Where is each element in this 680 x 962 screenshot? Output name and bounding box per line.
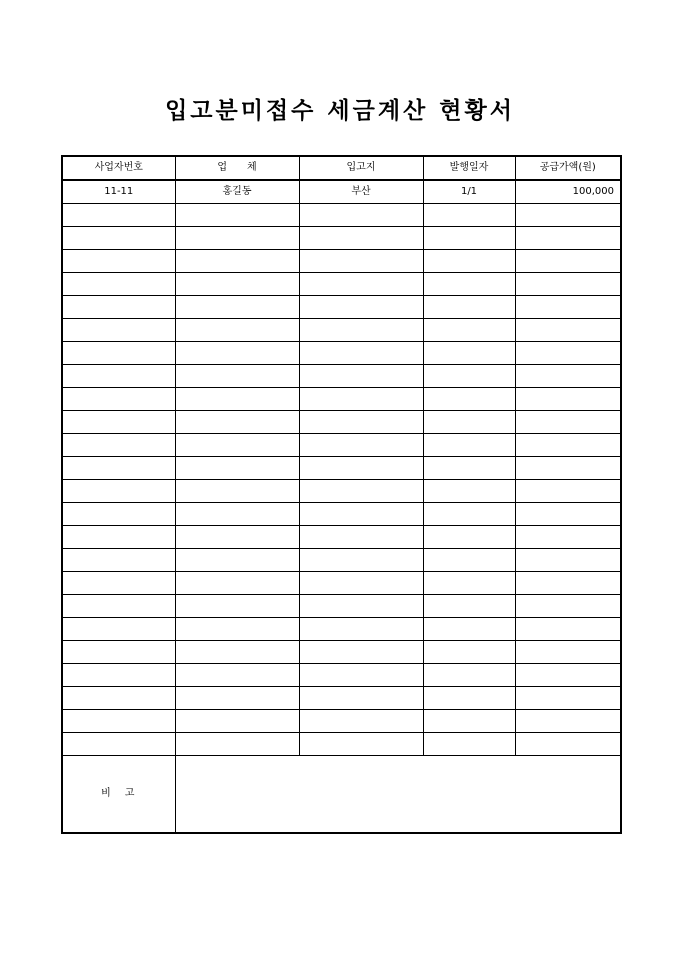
table-row bbox=[62, 710, 621, 733]
cell-delivery-site[interactable] bbox=[299, 549, 423, 572]
cell-business-number[interactable] bbox=[62, 526, 175, 549]
cell-delivery-site[interactable] bbox=[299, 618, 423, 641]
header-row bbox=[62, 156, 621, 180]
cell-supply-amount[interactable] bbox=[515, 296, 621, 319]
cell-issue-date[interactable] bbox=[423, 526, 515, 549]
cell-issue-date[interactable] bbox=[423, 273, 515, 296]
table-row bbox=[62, 250, 621, 273]
cell-delivery-site[interactable] bbox=[299, 296, 423, 319]
cell-issue-date[interactable] bbox=[423, 388, 515, 411]
cell-company[interactable] bbox=[175, 641, 299, 664]
cell-issue-date[interactable] bbox=[423, 457, 515, 480]
cell-business-number[interactable]: 11-11 bbox=[62, 180, 175, 204]
cell-company[interactable] bbox=[175, 687, 299, 710]
table-row bbox=[62, 411, 621, 434]
header-supply-amount: 공급가액(원) bbox=[515, 156, 621, 180]
cell-delivery-site[interactable] bbox=[299, 664, 423, 687]
table-row bbox=[62, 204, 621, 227]
table-row bbox=[62, 480, 621, 503]
cell-delivery-site[interactable]: 부산 bbox=[299, 180, 423, 204]
cell-delivery-site[interactable] bbox=[299, 319, 423, 342]
cell-business-number[interactable] bbox=[62, 549, 175, 572]
cell-business-number[interactable] bbox=[62, 503, 175, 526]
cell-company[interactable] bbox=[175, 457, 299, 480]
cell-company[interactable] bbox=[175, 342, 299, 365]
cell-supply-amount[interactable] bbox=[515, 319, 621, 342]
cell-delivery-site[interactable] bbox=[299, 733, 423, 756]
cell-company[interactable] bbox=[175, 296, 299, 319]
cell-issue-date[interactable] bbox=[423, 365, 515, 388]
cell-supply-amount[interactable] bbox=[515, 710, 621, 733]
cell-company[interactable] bbox=[175, 710, 299, 733]
cell-delivery-site[interactable] bbox=[299, 710, 423, 733]
cell-issue-date[interactable] bbox=[423, 733, 515, 756]
cell-delivery-site[interactable] bbox=[299, 503, 423, 526]
cell-business-number[interactable] bbox=[62, 710, 175, 733]
cell-business-number[interactable] bbox=[62, 641, 175, 664]
cell-supply-amount[interactable] bbox=[515, 411, 621, 434]
cell-company[interactable] bbox=[175, 549, 299, 572]
cell-supply-amount[interactable] bbox=[515, 549, 621, 572]
cell-issue-date[interactable] bbox=[423, 503, 515, 526]
cell-business-number[interactable] bbox=[62, 733, 175, 756]
cell-supply-amount[interactable] bbox=[515, 342, 621, 365]
cell-supply-amount[interactable]: 100,000 bbox=[515, 180, 621, 204]
cell-business-number[interactable] bbox=[62, 204, 175, 227]
cell-business-number[interactable] bbox=[62, 480, 175, 503]
cell-delivery-site[interactable] bbox=[299, 457, 423, 480]
cell-business-number[interactable] bbox=[62, 227, 175, 250]
cell-delivery-site[interactable] bbox=[299, 388, 423, 411]
cell-company[interactable] bbox=[175, 411, 299, 434]
cell-issue-date[interactable] bbox=[423, 319, 515, 342]
cell-company[interactable] bbox=[175, 572, 299, 595]
cell-issue-date[interactable] bbox=[423, 618, 515, 641]
cell-business-number[interactable] bbox=[62, 365, 175, 388]
cell-delivery-site[interactable] bbox=[299, 204, 423, 227]
document-title: 입고분미접수 세금계산 현황서 bbox=[165, 98, 515, 124]
cell-supply-amount[interactable] bbox=[515, 526, 621, 549]
table-row bbox=[62, 572, 621, 595]
table-row bbox=[62, 180, 621, 204]
cell-issue-date[interactable] bbox=[423, 434, 515, 457]
cell-delivery-site[interactable] bbox=[299, 526, 423, 549]
cell-supply-amount[interactable] bbox=[515, 204, 621, 227]
cell-supply-amount[interactable] bbox=[515, 457, 621, 480]
cell-delivery-site[interactable] bbox=[299, 365, 423, 388]
header-issue-date: 발행일자 bbox=[423, 156, 515, 180]
cell-issue-date[interactable] bbox=[423, 204, 515, 227]
cell-supply-amount[interactable] bbox=[515, 664, 621, 687]
cell-business-number[interactable] bbox=[62, 388, 175, 411]
cell-issue-date[interactable] bbox=[423, 710, 515, 733]
table-row bbox=[62, 664, 621, 687]
table-row bbox=[62, 227, 621, 250]
cell-company[interactable] bbox=[175, 503, 299, 526]
cell-issue-date[interactable] bbox=[423, 664, 515, 687]
cell-company[interactable] bbox=[175, 365, 299, 388]
cell-delivery-site[interactable] bbox=[299, 273, 423, 296]
cell-supply-amount[interactable] bbox=[515, 273, 621, 296]
cell-business-number[interactable] bbox=[62, 687, 175, 710]
cell-company[interactable] bbox=[175, 618, 299, 641]
cell-supply-amount[interactable] bbox=[515, 733, 621, 756]
cell-business-number[interactable] bbox=[62, 572, 175, 595]
table-row bbox=[62, 365, 621, 388]
cell-issue-date[interactable] bbox=[423, 687, 515, 710]
table-row bbox=[62, 319, 621, 342]
cell-company[interactable] bbox=[175, 595, 299, 618]
cell-supply-amount[interactable] bbox=[515, 480, 621, 503]
cell-supply-amount[interactable] bbox=[515, 227, 621, 250]
cell-delivery-site[interactable] bbox=[299, 595, 423, 618]
cell-company[interactable] bbox=[175, 273, 299, 296]
cell-company[interactable] bbox=[175, 434, 299, 457]
cell-delivery-site[interactable] bbox=[299, 641, 423, 664]
table-row bbox=[62, 296, 621, 319]
cell-company[interactable] bbox=[175, 388, 299, 411]
cell-issue-date[interactable] bbox=[423, 549, 515, 572]
cell-supply-amount[interactable] bbox=[515, 503, 621, 526]
cell-issue-date[interactable] bbox=[423, 342, 515, 365]
cell-delivery-site[interactable] bbox=[299, 572, 423, 595]
table-row bbox=[62, 526, 621, 549]
cell-company[interactable] bbox=[175, 526, 299, 549]
cell-supply-amount[interactable] bbox=[515, 595, 621, 618]
table-row bbox=[62, 618, 621, 641]
remarks-row bbox=[62, 756, 621, 834]
cell-business-number[interactable] bbox=[62, 342, 175, 365]
cell-issue-date[interactable] bbox=[423, 572, 515, 595]
cell-issue-date[interactable]: 1/1 bbox=[423, 180, 515, 204]
header-business-number: 사업자번호 bbox=[62, 156, 175, 180]
remarks-field[interactable] bbox=[175, 756, 621, 834]
cell-company[interactable] bbox=[175, 664, 299, 687]
cell-supply-amount[interactable] bbox=[515, 641, 621, 664]
table-row bbox=[62, 273, 621, 296]
cell-company[interactable] bbox=[175, 227, 299, 250]
cell-company[interactable] bbox=[175, 204, 299, 227]
cell-issue-date[interactable] bbox=[423, 641, 515, 664]
cell-delivery-site[interactable] bbox=[299, 411, 423, 434]
table-row bbox=[62, 733, 621, 756]
cell-company[interactable]: 홍길동 bbox=[175, 180, 299, 204]
cell-business-number[interactable] bbox=[62, 273, 175, 296]
cell-issue-date[interactable] bbox=[423, 480, 515, 503]
invoice-status-table bbox=[61, 155, 622, 834]
cell-delivery-site[interactable] bbox=[299, 250, 423, 273]
cell-supply-amount[interactable] bbox=[515, 687, 621, 710]
cell-issue-date[interactable] bbox=[423, 250, 515, 273]
cell-business-number[interactable] bbox=[62, 618, 175, 641]
cell-supply-amount[interactable] bbox=[515, 572, 621, 595]
table-body bbox=[62, 180, 621, 756]
cell-supply-amount[interactable] bbox=[515, 618, 621, 641]
cell-company[interactable] bbox=[175, 319, 299, 342]
cell-business-number[interactable] bbox=[62, 664, 175, 687]
table-row bbox=[62, 549, 621, 572]
table-row bbox=[62, 687, 621, 710]
table-row bbox=[62, 641, 621, 664]
cell-company[interactable] bbox=[175, 733, 299, 756]
cell-business-number[interactable] bbox=[62, 319, 175, 342]
cell-business-number[interactable] bbox=[62, 296, 175, 319]
cell-supply-amount[interactable] bbox=[515, 250, 621, 273]
cell-business-number[interactable] bbox=[62, 250, 175, 273]
cell-supply-amount[interactable] bbox=[515, 388, 621, 411]
table-row bbox=[62, 342, 621, 365]
cell-business-number[interactable] bbox=[62, 457, 175, 480]
header-delivery-site: 입고지 bbox=[299, 156, 423, 180]
cell-issue-date[interactable] bbox=[423, 227, 515, 250]
cell-delivery-site[interactable] bbox=[299, 342, 423, 365]
cell-delivery-site[interactable] bbox=[299, 687, 423, 710]
cell-issue-date[interactable] bbox=[423, 595, 515, 618]
cell-business-number[interactable] bbox=[62, 411, 175, 434]
cell-delivery-site[interactable] bbox=[299, 227, 423, 250]
table-row bbox=[62, 388, 621, 411]
cell-supply-amount[interactable] bbox=[515, 365, 621, 388]
cell-supply-amount[interactable] bbox=[515, 434, 621, 457]
cell-company[interactable] bbox=[175, 250, 299, 273]
cell-issue-date[interactable] bbox=[423, 411, 515, 434]
table-row bbox=[62, 595, 621, 618]
cell-company[interactable] bbox=[175, 480, 299, 503]
cell-business-number[interactable] bbox=[62, 434, 175, 457]
header-company: 업 체 bbox=[175, 156, 299, 180]
table-row bbox=[62, 503, 621, 526]
cell-delivery-site[interactable] bbox=[299, 434, 423, 457]
table-row bbox=[62, 457, 621, 480]
cell-business-number[interactable] bbox=[62, 595, 175, 618]
cell-issue-date[interactable] bbox=[423, 296, 515, 319]
cell-delivery-site[interactable] bbox=[299, 480, 423, 503]
table-row bbox=[62, 434, 621, 457]
remarks-label: 비 고 bbox=[62, 756, 175, 834]
